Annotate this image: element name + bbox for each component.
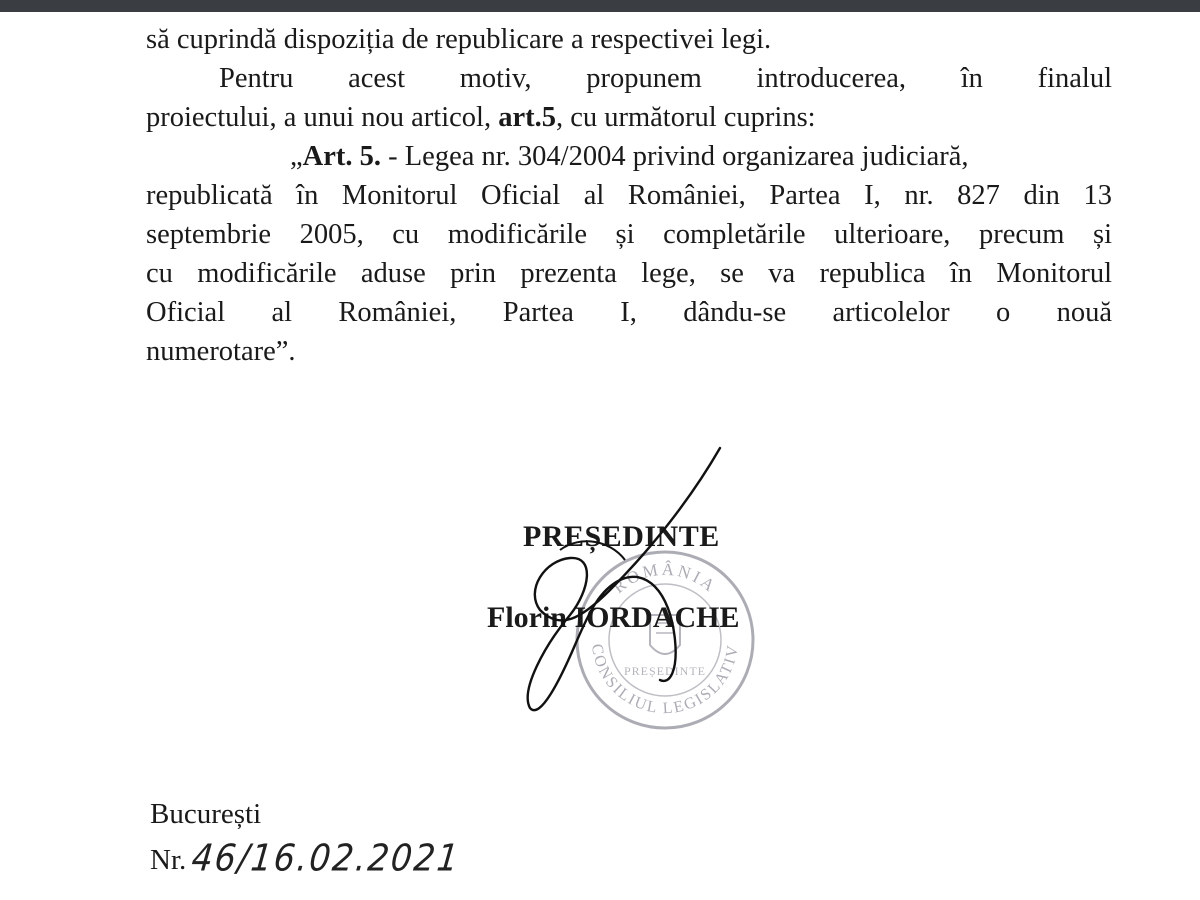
text-line: republicată în Monitorul Oficial al României, Partea I, nr. 827 din 13 <box>146 180 1112 211</box>
signatory-name: Florin IORDACHE <box>487 601 740 634</box>
text-line <box>146 98 1112 137</box>
text-line: să cuprindă dispoziția de republicare a respectivei legi. <box>146 24 772 55</box>
svg-text:CONSILIUL LEGISLATIV: CONSILIUL LEGISLATIV <box>587 642 743 718</box>
svg-text:ROMÂNIA: ROMÂNIA <box>609 559 721 597</box>
quote-mark: „ <box>290 141 303 172</box>
signatory-title: PREȘEDINTE <box>523 520 720 553</box>
text-line: numerotare”. <box>146 336 296 367</box>
number-label: Nr. <box>150 844 187 876</box>
article-reference: art.5 <box>498 102 556 133</box>
text-fragment: , cu următorul cuprins: <box>555 102 816 133</box>
text-line: Pentru acest motiv, propunem introducerea, în finalul <box>219 63 1112 94</box>
text-line <box>146 137 1112 176</box>
handwritten-signature <box>500 440 743 720</box>
text-fragment: proiectului, a unui nou articol, <box>146 102 499 133</box>
text-line: cu modificările aduse prin prezenta lege, se va republica în Monitorul <box>146 258 1112 289</box>
text-line: septembrie 2005, cu modificările și completările ulterioare, precum și <box>146 219 1112 250</box>
text-line: Oficial al României, Partea I, dându-se articolelor o nouă <box>146 297 1112 328</box>
handwritten-number: 46/16.02.2021 <box>189 835 463 880</box>
proposal-paragraph <box>146 59 1112 137</box>
text-fragment: - Legea nr. 304/2004 privind organizarea judiciară, <box>381 141 969 172</box>
registration-number <box>150 835 463 880</box>
city-label: București <box>150 798 262 830</box>
svg-text:PREȘEDINTE: PREȘEDINTE <box>624 664 706 678</box>
paragraph-continuation <box>146 20 1112 59</box>
article-5-text <box>146 137 1112 371</box>
article-label: Art. 5. <box>302 141 382 172</box>
viewer-top-bar <box>0 0 1200 12</box>
